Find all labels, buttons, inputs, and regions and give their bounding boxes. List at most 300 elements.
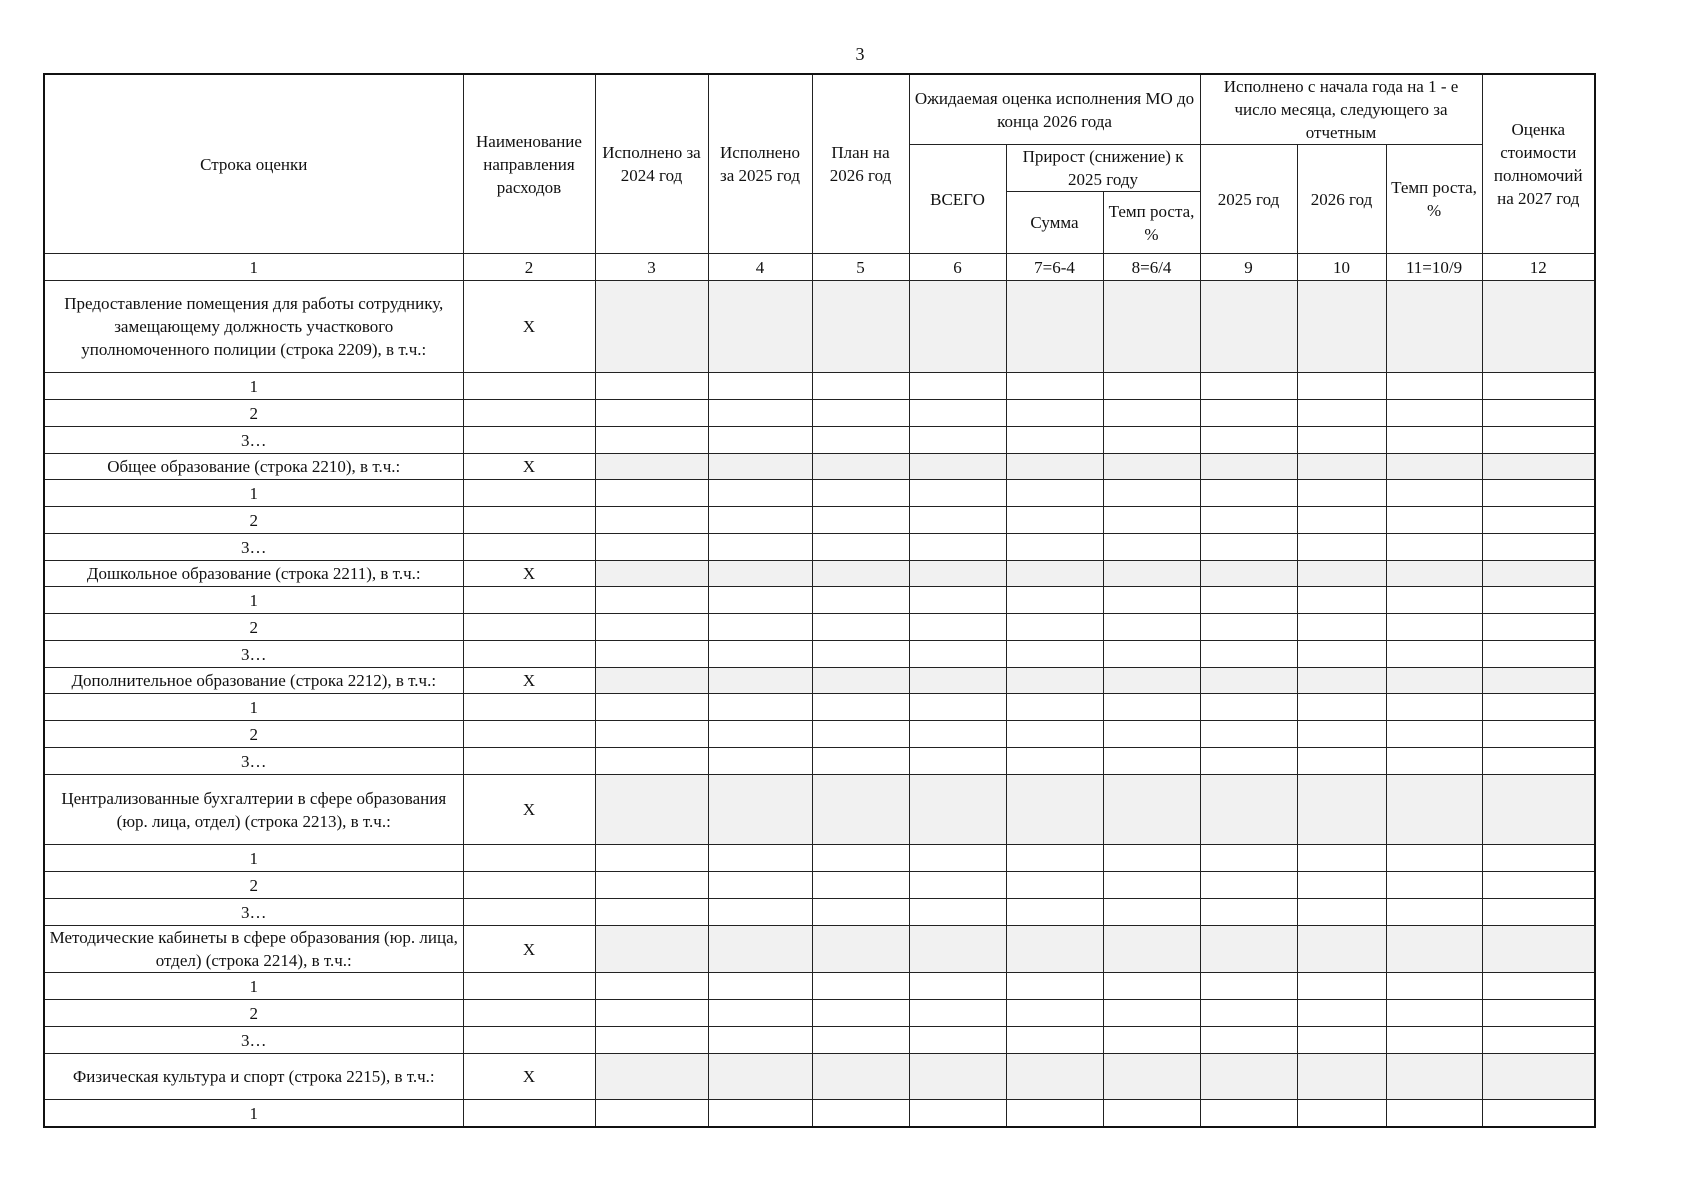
empty-cell [708,1027,812,1054]
empty-cell [1103,507,1200,534]
page-number: 3 [855,44,865,64]
empty-cell [1200,1054,1297,1100]
empty-cell [1386,845,1482,872]
empty-cell [812,614,909,641]
empty-cell [1103,373,1200,400]
empty-cell [1386,1100,1482,1128]
empty-cell [595,1000,708,1027]
empty-cell [1386,872,1482,899]
empty-cell [1200,694,1297,721]
empty-cell [1200,1027,1297,1054]
empty-cell [1006,721,1103,748]
empty-cell [812,561,909,587]
empty-cell [463,748,595,775]
empty-cell [1200,721,1297,748]
section-mark: X [463,561,595,587]
header-executed-2025: Исполнено за 2025 год [708,74,812,254]
table-row [44,973,1595,1000]
empty-cell [909,1027,1006,1054]
empty-cell [812,748,909,775]
table-row [44,1100,1595,1128]
empty-cell [463,641,595,668]
empty-cell [812,427,909,454]
header-ytd-2025: 2025 год [1200,145,1297,254]
empty-cell [1297,721,1386,748]
empty-cell [1200,668,1297,694]
empty-cell [1006,926,1103,973]
empty-cell [595,534,708,561]
empty-cell [463,587,595,614]
empty-cell [595,480,708,507]
table-row [44,587,1595,614]
empty-cell [812,1100,909,1128]
empty-cell [1006,973,1103,1000]
empty-cell [1006,561,1103,587]
empty-cell [1297,899,1386,926]
column-number: 4 [708,254,812,281]
empty-cell [1200,427,1297,454]
empty-cell [1006,614,1103,641]
empty-cell [595,872,708,899]
empty-cell [708,721,812,748]
empty-cell [1297,281,1386,373]
empty-cell [1006,427,1103,454]
empty-cell [708,427,812,454]
section-mark: X [463,668,595,694]
table-row [44,534,1595,561]
empty-cell [595,427,708,454]
empty-cell [812,926,909,973]
empty-cell [1297,926,1386,973]
empty-cell [1006,480,1103,507]
empty-cell [1482,973,1595,1000]
empty-cell [595,373,708,400]
empty-cell [1482,454,1595,480]
empty-cell [1103,400,1200,427]
empty-cell [1103,534,1200,561]
column-number: 3 [595,254,708,281]
empty-cell [1297,1000,1386,1027]
empty-cell [812,281,909,373]
subrow-number: 3… [44,748,463,775]
empty-cell [1006,587,1103,614]
empty-cell [1103,587,1200,614]
empty-cell [1297,1054,1386,1100]
section-row [44,454,1595,480]
empty-cell [595,641,708,668]
empty-cell [1006,872,1103,899]
empty-cell [1482,400,1595,427]
empty-cell [1386,480,1482,507]
empty-cell [595,721,708,748]
empty-cell [708,561,812,587]
empty-cell [1482,373,1595,400]
empty-cell [1297,845,1386,872]
empty-cell [909,641,1006,668]
empty-cell [463,899,595,926]
empty-cell [1482,480,1595,507]
empty-cell [1297,400,1386,427]
section-label: Общее образование (строка 2210), в т.ч.: [44,454,463,480]
empty-cell [1386,534,1482,561]
empty-cell [595,694,708,721]
empty-cell [909,507,1006,534]
empty-cell [909,614,1006,641]
empty-cell [595,899,708,926]
column-number: 12 [1482,254,1595,281]
empty-cell [1386,1054,1482,1100]
empty-cell [595,587,708,614]
empty-cell [1006,454,1103,480]
empty-cell [595,668,708,694]
empty-cell [1103,775,1200,845]
empty-cell [812,373,909,400]
table-row [44,427,1595,454]
empty-cell [463,973,595,1000]
empty-cell [812,507,909,534]
empty-cell [1482,845,1595,872]
table-row [44,694,1595,721]
empty-cell [1297,507,1386,534]
empty-cell [463,480,595,507]
empty-cell [1297,587,1386,614]
empty-cell [463,1100,595,1128]
header-ytd-group: Исполнено с начала года на 1 - е число месяца, следующего за отчетным [1200,74,1482,145]
empty-cell [595,748,708,775]
empty-cell [708,1100,812,1128]
empty-cell [1200,973,1297,1000]
empty-cell [595,845,708,872]
empty-cell [1006,899,1103,926]
empty-cell [708,614,812,641]
section-label: Дошкольное образование (строка 2211), в т.ч.: [44,561,463,587]
empty-cell [1006,400,1103,427]
empty-cell [1200,614,1297,641]
empty-cell [1103,1100,1200,1128]
empty-cell [708,641,812,668]
empty-cell [812,1054,909,1100]
section-row [44,775,1595,845]
empty-cell [1297,454,1386,480]
subrow-number: 1 [44,480,463,507]
empty-cell [1103,872,1200,899]
empty-cell [1297,668,1386,694]
empty-cell [463,694,595,721]
empty-cell [909,427,1006,454]
empty-cell [1297,872,1386,899]
header-executed-2024: Исполнено за 2024 год [595,74,708,254]
empty-cell [1297,641,1386,668]
empty-cell [1482,561,1595,587]
empty-cell [708,1054,812,1100]
section-label: Методические кабинеты в сфере образования (юр. лица, отдел) (строка 2214), в т.ч.: [44,926,463,973]
table-row [44,748,1595,775]
empty-cell [1006,845,1103,872]
empty-cell [1386,587,1482,614]
empty-cell [463,507,595,534]
empty-cell [909,694,1006,721]
empty-cell [909,1054,1006,1100]
section-mark: X [463,926,595,973]
header-cost-2027: Оценка стоимости полномочий на 2027 год [1482,74,1595,254]
section-mark: X [463,775,595,845]
empty-cell [1386,400,1482,427]
empty-cell [1386,561,1482,587]
column-number-row [44,254,1595,281]
empty-cell [463,400,595,427]
header-expected-group: Ожидаемая оценка исполнения МО до конца 2026 года [909,74,1200,145]
empty-cell [1200,480,1297,507]
empty-cell [1103,899,1200,926]
empty-cell [1006,1027,1103,1054]
empty-cell [595,926,708,973]
empty-cell [595,1100,708,1128]
section-row [44,926,1595,973]
empty-cell [909,899,1006,926]
empty-cell [1200,587,1297,614]
table-row [44,641,1595,668]
empty-cell [909,845,1006,872]
empty-cell [1386,721,1482,748]
column-number: 2 [463,254,595,281]
empty-cell [1297,561,1386,587]
empty-cell [1200,899,1297,926]
empty-cell [708,281,812,373]
empty-cell [909,1100,1006,1128]
header-expense-direction: Наименование направления расходов [463,74,595,254]
empty-cell [909,748,1006,775]
subrow-number: 1 [44,587,463,614]
empty-cell [1297,614,1386,641]
empty-cell [1006,694,1103,721]
empty-cell [1006,748,1103,775]
empty-cell [909,281,1006,373]
empty-cell [463,1000,595,1027]
empty-cell [708,694,812,721]
empty-cell [1103,668,1200,694]
empty-cell [1297,748,1386,775]
column-number: 6 [909,254,1006,281]
section-label: Предоставление помещения для работы сотруднику, замещающему должность участкового уполномоченного полиции (строка 2209), в т.ч.: [44,281,463,373]
section-mark: X [463,281,595,373]
empty-cell [812,534,909,561]
subrow-number: 1 [44,973,463,1000]
empty-cell [909,534,1006,561]
empty-cell [1103,454,1200,480]
empty-cell [1200,926,1297,973]
empty-cell [909,373,1006,400]
empty-cell [1200,561,1297,587]
empty-cell [1386,926,1482,973]
empty-cell [812,872,909,899]
empty-cell [1103,1000,1200,1027]
empty-cell [463,534,595,561]
empty-cell [708,872,812,899]
empty-cell [1297,775,1386,845]
header-ytd-rate: Темп роста, % [1386,145,1482,254]
empty-cell [1482,427,1595,454]
empty-cell [463,614,595,641]
empty-cell [1297,427,1386,454]
empty-cell [1482,748,1595,775]
subrow-number: 3… [44,641,463,668]
empty-cell [1386,373,1482,400]
empty-cell [1482,1000,1595,1027]
column-number: 11=10/9 [1386,254,1482,281]
empty-cell [595,1054,708,1100]
empty-cell [812,694,909,721]
empty-cell [595,561,708,587]
empty-cell [1386,748,1482,775]
empty-cell [1297,1100,1386,1128]
empty-cell [1386,775,1482,845]
table-row [44,1000,1595,1027]
evaluation-table [43,73,1596,1128]
empty-cell [463,845,595,872]
empty-cell [1297,973,1386,1000]
empty-cell [1386,614,1482,641]
empty-cell [1482,534,1595,561]
subrow-number: 3… [44,427,463,454]
header-expected-sum: Сумма [1006,192,1103,254]
empty-cell [1103,926,1200,973]
empty-cell [595,775,708,845]
empty-cell [1386,454,1482,480]
empty-cell [708,373,812,400]
empty-cell [595,281,708,373]
empty-cell [1200,1100,1297,1128]
empty-cell [1386,427,1482,454]
empty-cell [1103,748,1200,775]
empty-cell [1006,641,1103,668]
empty-cell [1482,694,1595,721]
empty-cell [1200,775,1297,845]
section-label: Централизованные бухгалтерии в сфере образования (юр. лица, отдел) (строка 2213), в т.ч.: [44,775,463,845]
empty-cell [1386,281,1482,373]
empty-cell [812,973,909,1000]
section-mark: X [463,454,595,480]
empty-cell [708,507,812,534]
empty-cell [1006,668,1103,694]
empty-cell [1103,973,1200,1000]
column-number: 10 [1297,254,1386,281]
empty-cell [1386,1027,1482,1054]
empty-cell [1482,721,1595,748]
header-row-label: Строка оценки [44,74,463,254]
empty-cell [463,721,595,748]
empty-cell [1103,721,1200,748]
empty-cell [1006,1054,1103,1100]
empty-cell [909,454,1006,480]
table-row [44,845,1595,872]
empty-cell [595,1027,708,1054]
empty-cell [708,480,812,507]
empty-cell [1006,534,1103,561]
table-row [44,400,1595,427]
table-row [44,507,1595,534]
empty-cell [909,480,1006,507]
subrow-number: 3… [44,1027,463,1054]
empty-cell [463,872,595,899]
subrow-number: 2 [44,872,463,899]
empty-cell [1103,614,1200,641]
empty-cell [463,373,595,400]
empty-cell [1200,1000,1297,1027]
empty-cell [1482,1054,1595,1100]
empty-cell [1386,507,1482,534]
empty-cell [595,454,708,480]
subrow-number: 1 [44,373,463,400]
subrow-number: 2 [44,507,463,534]
empty-cell [1297,373,1386,400]
empty-cell [812,721,909,748]
empty-cell [909,561,1006,587]
empty-cell [812,587,909,614]
empty-cell [812,1000,909,1027]
empty-cell [708,775,812,845]
subrow-number: 2 [44,721,463,748]
header-expected-total: ВСЕГО [909,145,1006,254]
empty-cell [1200,507,1297,534]
column-number: 5 [812,254,909,281]
section-mark: X [463,1054,595,1100]
empty-cell [909,721,1006,748]
empty-cell [708,534,812,561]
table-row [44,721,1595,748]
empty-cell [595,614,708,641]
section-label: Дополнительное образование (строка 2212), в т.ч.: [44,668,463,694]
empty-cell [1386,1000,1482,1027]
empty-cell [1103,845,1200,872]
empty-cell [1200,373,1297,400]
empty-cell [708,1000,812,1027]
empty-cell [909,400,1006,427]
empty-cell [1006,373,1103,400]
empty-cell [812,454,909,480]
header-ytd-2026: 2026 год [1297,145,1386,254]
table-row [44,614,1595,641]
empty-cell [1482,1100,1595,1128]
column-number: 8=6/4 [1103,254,1200,281]
empty-cell [1386,641,1482,668]
empty-cell [1103,1027,1200,1054]
empty-cell [1297,694,1386,721]
empty-cell [1200,748,1297,775]
empty-cell [708,748,812,775]
empty-cell [812,845,909,872]
empty-cell [1386,899,1482,926]
empty-cell [812,641,909,668]
empty-cell [1297,534,1386,561]
empty-cell [708,899,812,926]
empty-cell [1482,668,1595,694]
section-row [44,561,1595,587]
empty-cell [1482,775,1595,845]
empty-cell [1200,872,1297,899]
empty-cell [1200,400,1297,427]
empty-cell [1006,1100,1103,1128]
table-row [44,480,1595,507]
section-label: Физическая культура и спорт (строка 2215), в т.ч.: [44,1054,463,1100]
section-row [44,668,1595,694]
empty-cell [1386,694,1482,721]
empty-cell [909,926,1006,973]
empty-cell [708,845,812,872]
empty-cell [1006,775,1103,845]
empty-cell [1482,587,1595,614]
empty-cell [1482,926,1595,973]
subrow-number: 1 [44,694,463,721]
